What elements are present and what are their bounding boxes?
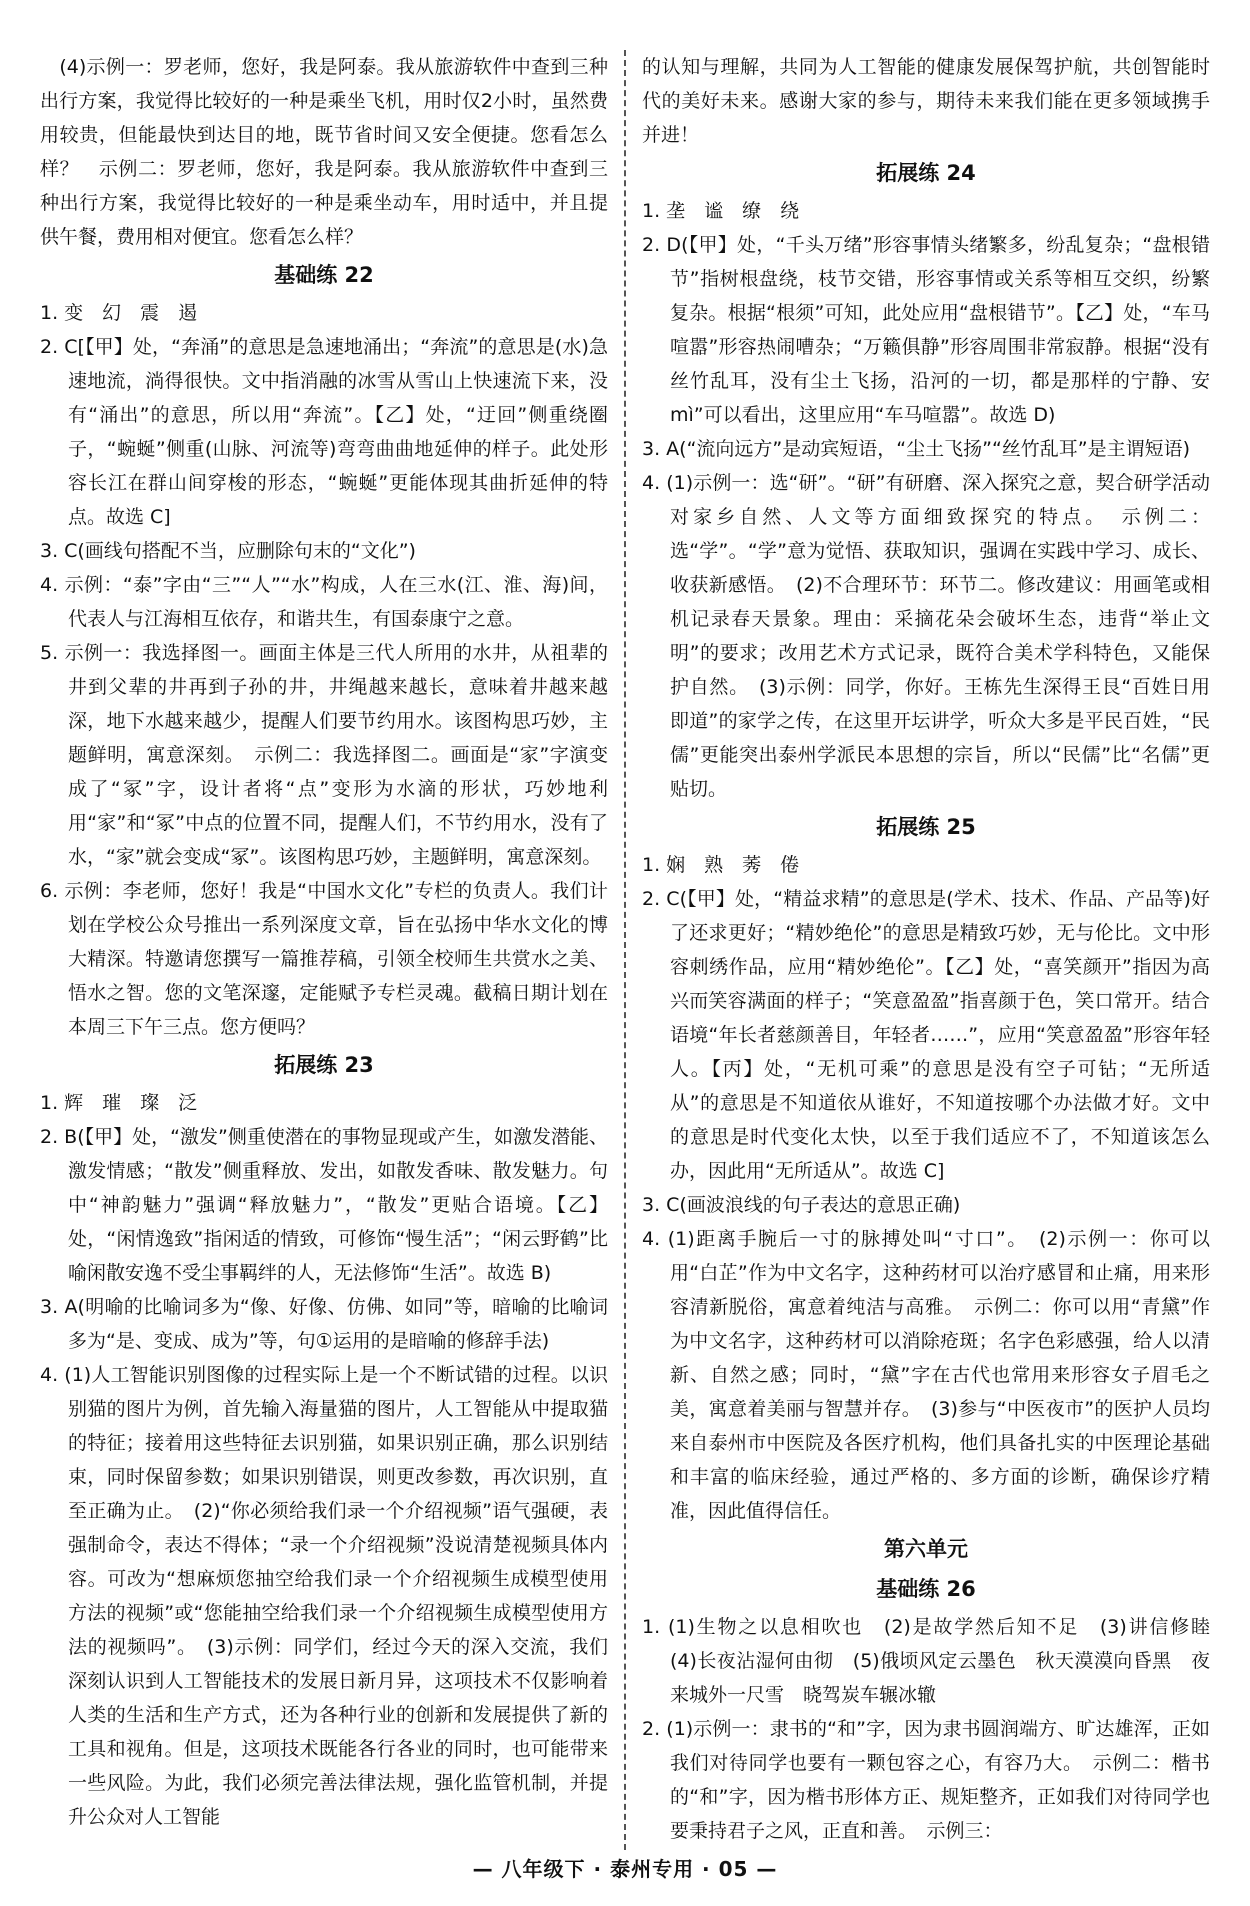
- answer-item: 1. (1)生物之以息相吹也 (2)是故学然后知不足 (3)讲信修睦 (4)长夜沾湿何由彻 (5)俄顷风定云墨色 秋天漠漠向昏黑 夜来城外一尺雪 晓驾炭车辗冰辙: [642, 1616, 1230, 1706]
- answer-item: 1. 辉 璀 璨 泛: [40, 1092, 198, 1114]
- answer-item: 2. D(【甲】处，“千头万绪”形容事情头绪繁多，纷乱复杂；“盘根错节”指树根盘绕，枝节交错，形容事情或关系等相互交织，纷繁复杂。根据“根须”可知，此处应用“盘根错节”。【乙】处，“车马喧嚣”形容热闹嘈杂；“万籁俱静”形容周围非常寂静。根据“没有丝竹乱耳，没有尘土飞扬，沿河的一切，都是那样的宁静、安 mì”可以看出，这里应用“车马喧嚣”。故选 D): [642, 234, 1210, 426]
- right-column: [642, 50, 1230, 1860]
- answer-item: 4. (1)示例一：选“研”。“研”有研磨、深入探究之意，契合研学活动对家乡自然、人文等方面细致探究的特点。 示例二：选“学”。“学”意为觉悟、获取知识，强调在实践中学习、成长、收获新感悟。 (2)不合理环节：环节二。修改建议：用画笔或相机记录春天景象。理由：采摘花朵会破坏生态，违背“举止文明”的要求；改用艺术方式记录，既符合美术学科特色，又能保护自然。 (3)示例：同学，你好。王栋先生深得王艮“百姓日用即道”的家学之传，在这里开坛讲学，听众大多是平民百姓，“民儒”更能突出泰州学派民本思想的宗旨，所以“民儒”比“名儒”更贴切。: [642, 472, 1210, 800]
- section-heading: 第六单元: [884, 1537, 968, 1561]
- section-heading: 拓展练 24: [876, 161, 976, 185]
- continued-paragraph: 的认知与理解，共同为人工智能的健康发展保驾护航，共创智能时代的美好未来。感谢大家的参与，期待未来我们能在更多领域携手并进！: [642, 56, 1210, 146]
- section-heading: 基础练 26: [876, 1577, 976, 1601]
- answer-item: 1. 变 幻 震 遏: [40, 302, 198, 324]
- answer-item: 4. (1)距离手腕后一寸的脉搏处叫“寸口”。 (2)示例一：你可以用“白芷”作为中文名字，这种药材可以治疗感冒和止痛，用来形容清新脱俗，寓意着纯洁与高雅。 示例二：你可以用“青黛”作为中文名字，这种药材可以消除疮斑；名字色彩感强，给人以清新、自然之感；同时，“黛”字在古代也常用来形容女子眉毛之美，寓意着美丽与智慧并存。 (3)参与“中医夜市”的医护人员均来自泰州市中医院及各医疗机构，他们具备扎实的中医理论基础和丰富的临床经验，通过严格的、多方面的诊断，确保诊疗精准，因此值得信任。: [642, 1228, 1210, 1522]
- columns: [40, 50, 1230, 1860]
- answer-item: 3. C(画波浪线的句子表达的意思正确): [642, 1194, 961, 1216]
- answer-item: 1. 娴 熟 莠 倦: [642, 854, 800, 876]
- page-footer: — 八年级下 · 泰州专用 · 05 —: [472, 1857, 778, 1881]
- answer-item: 3. A(“流向远方”是动宾短语，“尘土飞扬”“丝竹乱耳”是主谓短语): [642, 438, 1191, 460]
- answer-item: 5. 示例一：我选择图一。画面主体是三代人所用的水井，从祖辈的井到父辈的井再到子孙的井，井绳越来越长，意味着井越来越深，地下水越来越少，提醒人们要节约用水。该图构思巧妙，主题鲜明，寓意深刻。 示例二：我选择图二。画面是“家”字演变成了“冢”字，设计者将“点”变形为水滴的形状，巧妙地利用“家”和“冢”中点的位置不同，提醒人们，不节约用水，没有了水，“家”就会变成“冢”。该图构思巧妙，主题鲜明，寓意深刻。: [40, 642, 608, 868]
- answer-item: 1. 垄 谧 缭 绕: [642, 200, 800, 222]
- answer-item: 3. C(画线句搭配不当，应删除句末的“文化”): [40, 540, 416, 562]
- answer-item: 2. C[【甲】处，“奔涌”的意思是急速地涌出；“奔流”的意思是(水)急速地流，淌得很快。文中指消融的冰雪从雪山上快速流下来，没有“涌出”的意思，所以用“奔流”。【乙】处，“迂回”侧重绕圈子，“蜿蜒”侧重(山脉、河流等)弯弯曲曲地延伸的样子。此处形容长江在群山间穿梭的形态，“蜿蜒”更能体现其曲折延伸的特点。故选 C]: [40, 336, 608, 528]
- column-divider: [624, 50, 626, 1850]
- answer-item: 3. A(明喻的比喻词多为“像、好像、仿佛、如同”等，暗喻的比喻词多为“是、变成、成为”等，句①运用的是暗喻的修辞手法): [40, 1296, 608, 1352]
- answer-item: 6. 示例：李老师，您好！我是“中国水文化”专栏的负责人。我们计划在学校公众号推出一系列深度文章，旨在弘扬中华水文化的博大精深。特邀请您撰写一篇推荐稿，引领全校师生共赏水之美、悟水之智。您的文笔深邃，定能赋予专栏灵魂。截稿日期计划在本周三下午三点。您方便吗？: [40, 880, 608, 1038]
- answer-item: 4. 示例：“泰”字由“三”“人”“水”构成，人在三水(江、淮、海)间，代表人与江海相互依存，和谐共生，有国泰康宁之意。: [40, 574, 608, 630]
- answer-item: 2. (1)示例一：隶书的“和”字，因为隶书圆润端方、旷达雄浑，正如我们对待同学也要有一颗包容之心，有容乃大。 示例二：楷书的“和”字，因为楷书形体方正、规矩整齐，正如我们对待同学也要秉持君子之风，正直和善。 示例三：: [642, 1718, 1210, 1842]
- continued-paragraph: (4)示例一：罗老师，您好，我是阿泰。我从旅游软件中查到三种出行方案，我觉得比较好的一种是乘坐飞机，用时仅2小时，虽然费用较贵，但能最快到达目的地，既节省时间又安全便捷。您看怎么样？ 示例二：罗老师，您好，我是阿泰。我从旅游软件中查到三种出行方案，我觉得比较好的一种是乘坐动车，用时适中，并且提供午餐，费用相对便宜。您看怎么样？: [40, 56, 608, 248]
- answer-item: 4. (1)人工智能识别图像的过程实际上是一个不断试错的过程。以识别猫的图片为例，首先输入海量猫的图片，人工智能从中提取猫的特征；接着用这些特征去识别猫，如果识别正确，那么识别结束，同时保留参数；如果识别错误，则更改参数，再次识别，直至正确为止。 (2)“你必须给我们录一个介绍视频”语气强硬，表强制命令，表达不得体；“录一个介绍视频”没说清楚视频具体内容。可改为“想麻烦您抽空给我们录一个介绍视频生成模型使用方法的视频”或“您能抽空给我们录一个介绍视频生成模型使用方法的视频吗”。 (3)示例：同学们，经过今天的深入交流，我们深刻认识到人工智能技术的发展日新月异，这项技术不仅影响着人类的生活和生产方式，还为各种行业的创新和发展提供了新的工具和视角。但是，这项技术既能各行各业的同时，也可能带来一些风险。为此，我们必须完善法律法规，强化监管机制，并提升公众对人工智能: [40, 1364, 608, 1828]
- answer-item: 2. B(【甲】处，“激发”侧重使潜在的事物显现或产生，如激发潜能、激发情感；“散发”侧重释放、发出，如散发香味、散发魅力。句中“神韵魅力”强调“释放魅力”，“散发”更贴合语境。【乙】处，“闲情逸致”指闲适的情致，可修饰“慢生活”；“闲云野鹤”比喻闲散安逸不受尘事羁绊的人，无法修饰“生活”。故选 B): [40, 1126, 608, 1284]
- left-column: [40, 50, 608, 1860]
- section-heading: 基础练 22: [274, 263, 374, 287]
- section-heading: 拓展练 25: [876, 815, 976, 839]
- answer-item: 2. C(【甲】处，“精益求精”的意思是(学术、技术、作品、产品等)好了还求更好；“精妙绝伦”的意思是精致巧妙，无与伦比。文中形容刺绣作品，应用“精妙绝伦”。【乙】处，“喜笑颜开”指因为高兴而笑容满面的样子；“笑意盈盈”指喜颜于色，笑口常开。结合语境“年长者慈颜善目，年轻者……”，应用“笑意盈盈”形容年轻人。【丙】处，“无机可乘”的意思是没有空子可钻；“无所适从”的意思是不知道依从谁好，不知道按哪个办法做才好。文中的意思是时代变化太快，以至于我们适应不了，不知道该怎么办，因此用“无所适从”。故选 C]: [642, 888, 1210, 1182]
- section-heading: 拓展练 23: [274, 1053, 374, 1077]
